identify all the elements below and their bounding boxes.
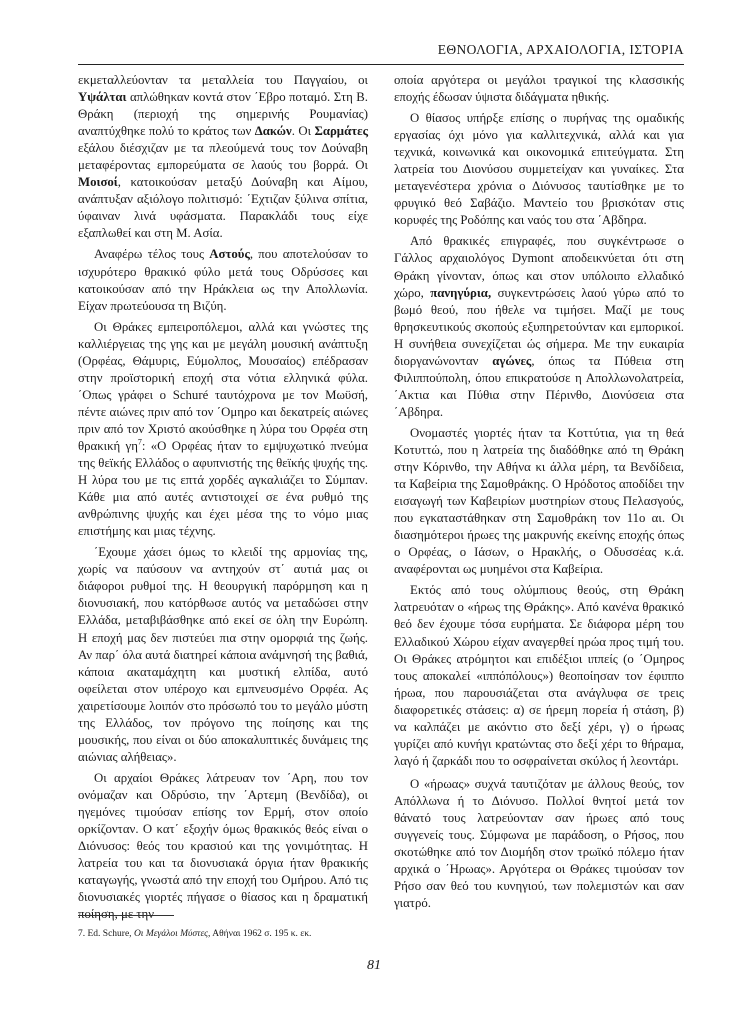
page-number: 81	[367, 958, 381, 973]
paragraph: Ο θίασος υπήρξε επίσης ο πυρήνας της ομαδικής εργασίας όχι μόνο για καλλιτεχνικά, αλλά και για τεχνικά, κοινωνικά και οικονομικά επιτεύγματα. Στη λατρεία του Διονύσου συμμετείχαν και γυναίκες. Στα μεταγενέστερα χρόνια ο Διόνυσος ταυτίσθηκε με το φρυγικό θεό Σαβάζιο. Μαντείο του βρισκόταν στις κορυφές της Ροδόπης και ναός του στα ΄Αβδηρα.	[394, 111, 684, 228]
footnote-ref: 7	[137, 437, 142, 447]
bold-term: Σαρμάτες	[314, 124, 368, 139]
footnote-rule	[78, 915, 174, 916]
paragraph: Εκτός από τους ολύμπιους θεούς, στη Θράκη λατρευόταν ο «ήρως της Θράκης». Από κανένα θρακικό θεό δεν έχουμε τόσα ευρήματα. Σε διάφορα μέρη του Ελλαδικού Χώρου είχαν αναγερθεί ηρώα προς τιμή του. Οι Θράκες ατρόμητοι και επιδέξιοι ιππείς (ο ΄Ομηρος τους αποκαλεί «ιππόπόλους») θεοποίησαν τον έφιππο ήρωα, που παρουσιάζεται στα ανάγλυφα σε τρεις διαφορετικές στάσεις: α) σε ήρεμη πορεία ή στάση, β) να καλπάζει με ακόντιο στο δεξί χέρι, γ) ο ήρωας γυρίζει από κυνήγι κρατώντας στο δεξί χέρι το θήραμα, λαγό ή ζαρκάδι που το οσφραίνεται σκύλος ή λεοντάρι.	[394, 583, 684, 768]
left-column	[78, 72, 368, 927]
paragraph: οποία αργότερα οι μεγάλοι τραγικοί της κλασσικής εποχής έδωσαν ύψιστα διδάγματα ηθικής.	[394, 73, 684, 105]
bold-term: Υψάλται	[78, 90, 127, 105]
footnote-book-title: Οι Μεγάλοι Μύστες	[133, 929, 209, 939]
paragraph: εκμεταλλεύονταν τα μεταλλεία του Παγγαίου, οι Υψάλται απλώθηκαν κοντά στον ΄Εβρο ποταμό. Στη Β. Θράκη (περιοχή της σημερινής Ρουμανίας) αναπτύχθηκε πολύ το κράτος των Δακών. Οι Σαρμάτες εξάλου διέσχιζαν με τα πλεούμενά τους τον Δούναβη μεταφέροντας εμπορεύματα σε λαούς του βορρά. Οι Μοισοί, κατοικούσαν μεταξύ Δούναβη και Αίμου, ανάπτυξαν αξιόλογο πολιτισμό: ΄Εχτιζαν ξύλινα σπίτια, ύφαιναν λινά υφάσματα. Παρακλάδι τους είχε εξαπλωθεί και στη Μ. Ασία.	[78, 73, 368, 241]
paragraph: Αναφέρω τέλος τους Αστούς, που αποτελούσαν το ισχυρότερο θρακικό φύλο μετά τους Οδρύσσες και κατοικούσαν από την Ηράκλεια ως την Απολλωνία. Είχαν πρωτεύουσα τη Βιζύη.	[78, 247, 368, 313]
paragraph: Από θρακικές επιγραφές, που συγκέντρωσε ο Γάλλος αρχαιολόγος Dymont αποδεικνύεται ότι στη Θράκη γίνονταν, όπως και στον υπόλοιπο ελλαδικό χώρο, πανηγύρια, συγκεντρώσεις λαού γύρω από το βωμό θεού, που ήθελε να τιμήσει. Μαζί με τους θρησκευτικούς σκοπούς εξυπηρετούνταν και εμπορικοί. Η συνήθεια συνεχίζεται ώς σήμερα. Με την ευκαιρία διοργανώνονταν αγώνες, όπως τα Πύθεια στη Φιλιππούπολη, όπου επικρατούσε η Απολλωνολατρεία, ΄Ακτια και Πύθια στην Πέρινθο, Διονύσεια στα ΄Αβδηρα.	[394, 234, 684, 419]
paragraph: Ο «ήρωας» συχνά ταυτιζόταν με άλλους θεούς, τον Απόλλωνα ή το Διόνυσο. Πολλοί θνητοί μετά τον θάνατό τους λατρεύονταν σαν ήρωες από τους συγγενείς τους. Σύμφωνα με παράδοση, ο Ρήσος, που σκοτώθηκε από τον Διομήδη στον τρωϊκό πόλεμο ήταν αρχικά ο ΄Ηρωας». Αργότερα οι Θράκες τιμούσαν τον Ρήσο σαν θεό του κυνηγιού, των πολεμιστών και σαν γιατρό.	[394, 776, 684, 911]
bold-term: Δακών	[254, 124, 292, 139]
paragraph: Ονομαστές γιορτές ήταν τα Κοττύτια, για τη θεά Κοτυττώ, που η λατρεία της διαδόθηκε από τη Θράκη στην Κόρινθο, την Αθήνα κι άλλα μέρη, τα Βενδίδεια, τα Καβείρια της Σαμοθράκης. Ο Ηρόδοτος αποδίδει την εισαγωγή των Καβειρίων μυστηρίων στους Πελασγούς, που εγκαταστάθηκαν στη Σαμοθράκη τον 11ο αι. Οι διασημότεροι ήρωες της μακρυνής εκείνης εποχής όπως ο Ορφέας, ο Ιάσων, ο Ηρακλής, ο Οδυσσέας κ.ά. αναφέρονται ως μυημένοι στα Καβείρια.	[394, 425, 684, 577]
footnote: 7. Ed. Schure, Οι Μεγάλοι Μύστες, Αθήναι 1962 σ. 195 κ. εκ.	[78, 929, 312, 939]
paragraph: ΄Εχουμε χάσει όμως το κλειδί της αρμονίας της, χωρίς να παύσουν να αντηχούν στ΄ αυτιά μας οι διάφοροι ρυθμοί της. Η θεουργική παρόρμηση και η διονυσιακή, που κατόρθωσε αυτός να μεταδώσει στην Ελλάδα, μεταβιβάσθηκε από εκεί σε όλη την Ευρώπη. Η εποχή μας δεν πιστεύει πια στην ομορφιά της ζωής. Αν παρ΄ όλα αυτά διατηρεί κάποια ανάμνησή της βαθιά, κάποια ακαταμάχητη και μυστική ελπίδα, αυτό οφείλεται στον υπέροχο και εμπνευσμένο Ορφέα. Ας χαιρετίσουμε λοιπόν στο πρόσωπό του το μεγάλο μύστη της Ελλάδος, τον πρόγονο της ποίησης και της μουσικής, που είναι οι δύο αποκαλυπτικές δυνάμεις της αιώνιας αλήθειας».	[78, 545, 368, 764]
header-title: ΕΘΝΟΛΟΓΙΑ, ΑΡΧΑΙΟΛΟΓΙΑ, ΙΣΤΟΡΙΑ	[437, 42, 684, 57]
running-header	[78, 38, 684, 65]
bold-term: πανηγύρια,	[430, 285, 492, 300]
bold-term: Αστούς	[209, 247, 250, 262]
right-column	[394, 72, 684, 916]
paragraph: Οι Θράκες εμπειροπόλεμοι, αλλά και γνώστες της καλλιέργειας της γης και με μεγάλη μουσική ανάπτυξη (Ορφέας, Θάμυρις, Εύμολπος, Μουσαίος) επέδρασαν στην προϊστορική εποχή στα νότια ελληνικά φύλα. ΄Οπως γράφει ο Schuré ταυτόχρονα με τον Μωϋσή, πέντε αιώνες πριν από τον ΄Ομηρο και δεκατρείς αιώνες πριν από τον Χριστό ακούσθηκε η λύρα του Ορφέα στη θρακική $\gamma\eta^7$: «Ο Ορφέας ήταν το εμψυχωτικό πνεύμα της θεϊκής Ελλάδος ο αφυπνιστής της θεϊκής ψυχής της. Η λύρα του με τις επτά χορδές αγκαλιάζει το Σύμπαν. Κάθε μια από αυτές αντιστοιχεί σε ένα ρυθμό της ανθρώπινης ψυχής και έχει μέσα της το νόμο μιας επιστήμης και μιας τέχνης.	[78, 319, 368, 539]
bold-term: Μοισοί	[78, 175, 118, 190]
bold-term: αγώνες	[492, 353, 532, 368]
paragraph: Οι αρχαίοι Θράκες λάτρευαν τον ΄Αρη, που τον ονόμαζαν και Οδρύσιο, την ΄Αρτεμη (Βενδίδα), οι ηγεμόνες τιμούσαν επίσης τον Ερμή, στον οποίο ορκίζονταν. Ο κατ΄ εξοχήν όμως θρακικός θεός είναι ο Διόνυσος: θεός του κρασιού και της γονιμότητας. Η λατρεία του και τα διονυσιακά όργια ήταν θρακικής καταγωγής, γνωστά από την εποχή του Ομήρου. Από τις διονυσιακές γιορτές πήγασε ο θίασος και η δραματική ποίηση, με την	[78, 770, 368, 922]
